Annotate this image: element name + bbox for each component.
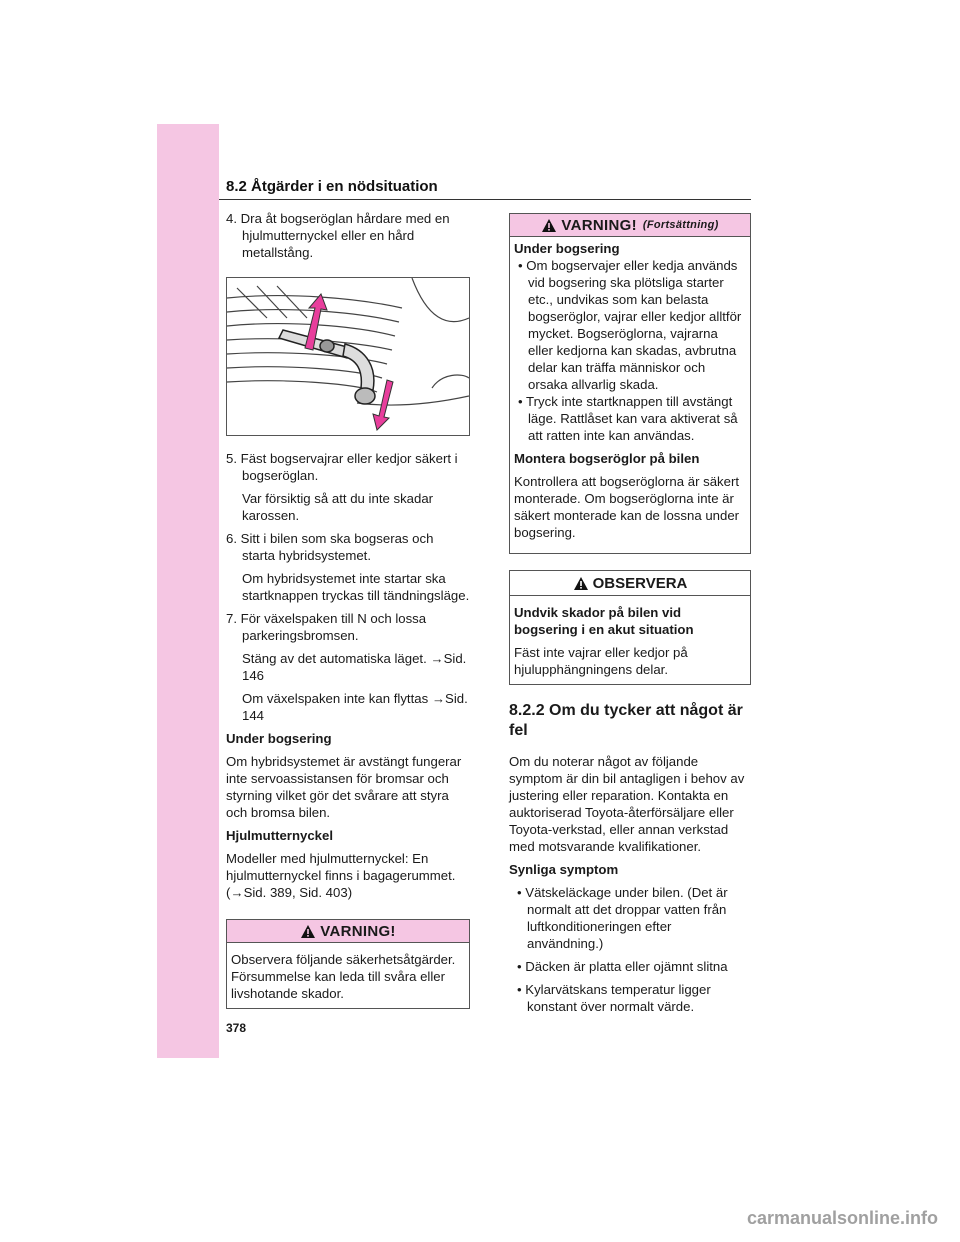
notice-header	[510, 571, 750, 596]
notice-text: Fäst inte vajrar eller kedjor på hjulupphängningens delar.	[514, 645, 688, 677]
notice-label: OBSERVERA	[592, 574, 688, 592]
warning-label: VARNING!	[561, 216, 637, 234]
step-7-note-2: Om växelspaken inte kan flyttas →Sid. 144	[242, 691, 468, 723]
section-header: 8.2 Åtgärder i en nödsituation	[226, 178, 438, 195]
under-towing-text: Om hybridsystemet är avstängt fungerar inte servoassistansen för bromsar och styrning vilket gör det svårare att styra och bromsa bilen.	[226, 754, 462, 820]
warning-text: Observera följande säkerhetsåtgärder. Försummelse kan leda till svåra eller livshotande skador.	[231, 952, 456, 1001]
symptom-item: • Kylarvätskans temperatur ligger konstant över normalt värde.	[517, 982, 711, 1014]
step-6-note: Om hybridsystemet inte startar ska startknappen tryckas till tändningsläge.	[242, 571, 470, 603]
wheel-wrench-text: Modeller med hjulmutternyckel: En hjulmutternyckel finns i bagagerummet. (→Sid. 389, Sid. 403)	[226, 851, 456, 900]
left-column	[226, 210, 470, 1009]
subsection-heading: 8.2.2 Om du tycker att något är fel	[509, 702, 743, 739]
warning-continued-box	[509, 213, 751, 554]
step-7: 7. För växelspaken till N och lossa parkeringsbromsen.	[226, 611, 427, 643]
symptom-item: • Däcken är platta eller ojämnt slitna	[517, 959, 728, 974]
warning-icon	[541, 218, 557, 233]
warning-label: VARNING!	[320, 922, 396, 940]
warning-icon	[300, 924, 316, 939]
warning-box	[226, 919, 470, 1009]
step-7-note-1: Stäng av det automatiska läget. →Sid. 146	[242, 651, 467, 683]
towing-eye-illustration	[226, 277, 470, 436]
notice-box	[509, 570, 751, 685]
wheel-wrench-heading: Hjulmutternyckel	[226, 828, 333, 843]
under-towing-heading: Under bogsering	[514, 241, 620, 256]
under-towing-heading: Under bogsering	[226, 731, 332, 746]
header-rule	[219, 199, 751, 200]
warning-continued-label: (Fortsättning)	[642, 218, 719, 231]
mount-towing-eye-text: Kontrollera att bogseröglorna är säkert monterade. Om bogseröglorna inte är säkert monterade kan de lossna under bogsering.	[514, 474, 740, 540]
warning-continued-body	[510, 237, 750, 553]
side-color-strip	[157, 124, 219, 1058]
page-number: 378	[226, 1021, 247, 1035]
visible-symptoms-heading: Synliga symptom	[509, 862, 619, 877]
step-6: 6. Sitt i bilen som ska bogseras och starta hybridsystemet.	[226, 531, 434, 563]
warning-continued-header	[510, 214, 750, 237]
watermark: carmanualsonline.info	[746, 1208, 938, 1228]
step-5: 5. Fäst bogservajrar eller kedjor säkert i bogseröglan.	[226, 451, 458, 483]
notice-heading: Undvik skador på bilen vid bogsering i en akut situation	[514, 605, 694, 637]
step-4: 4. Dra åt bogseröglan hårdare med en hjulmutternyckel eller en hård metallstång.	[226, 211, 450, 260]
warning-bullet-2: • Tryck inte startknappen till avstängt läge. Rattlåset kan vara aktiverat så att ratten inte kan användas.	[518, 394, 738, 443]
notice-icon	[573, 576, 589, 591]
mount-towing-eye-heading: Montera bogseröglor på bilen	[514, 451, 700, 466]
warning-header	[227, 920, 469, 943]
warning-bullet-1: • Om bogservajer eller kedja används vid bogsering ska plötsliga starter etc., undvikas som kan belasta bogseröglor, vajrar eller kedjor alltför mycket. Bogseröglorna, vajrarna eller kedjorna kan skadas, avbrutna delar kan träffa människor och orsaka allvarlig skada.	[518, 258, 742, 392]
intro-text: Om du noterar något av följande symptom är din bil antagligen i behov av justering eller reparation. Kontakta en auktoriserad Toyota-återförsäljare eller Toyota-verkstad, eller annan verkstad med motsvarande kvalifikationer.	[509, 754, 745, 854]
step-5-note: Var försiktig så att du inte skadar karossen.	[242, 491, 434, 523]
right-column	[509, 213, 751, 1021]
symptom-item: • Vätskeläckage under bilen. (Det är normalt att det droppar vatten från luftkonditioneringen efter användning.)	[517, 885, 728, 951]
notice-body	[510, 596, 750, 684]
